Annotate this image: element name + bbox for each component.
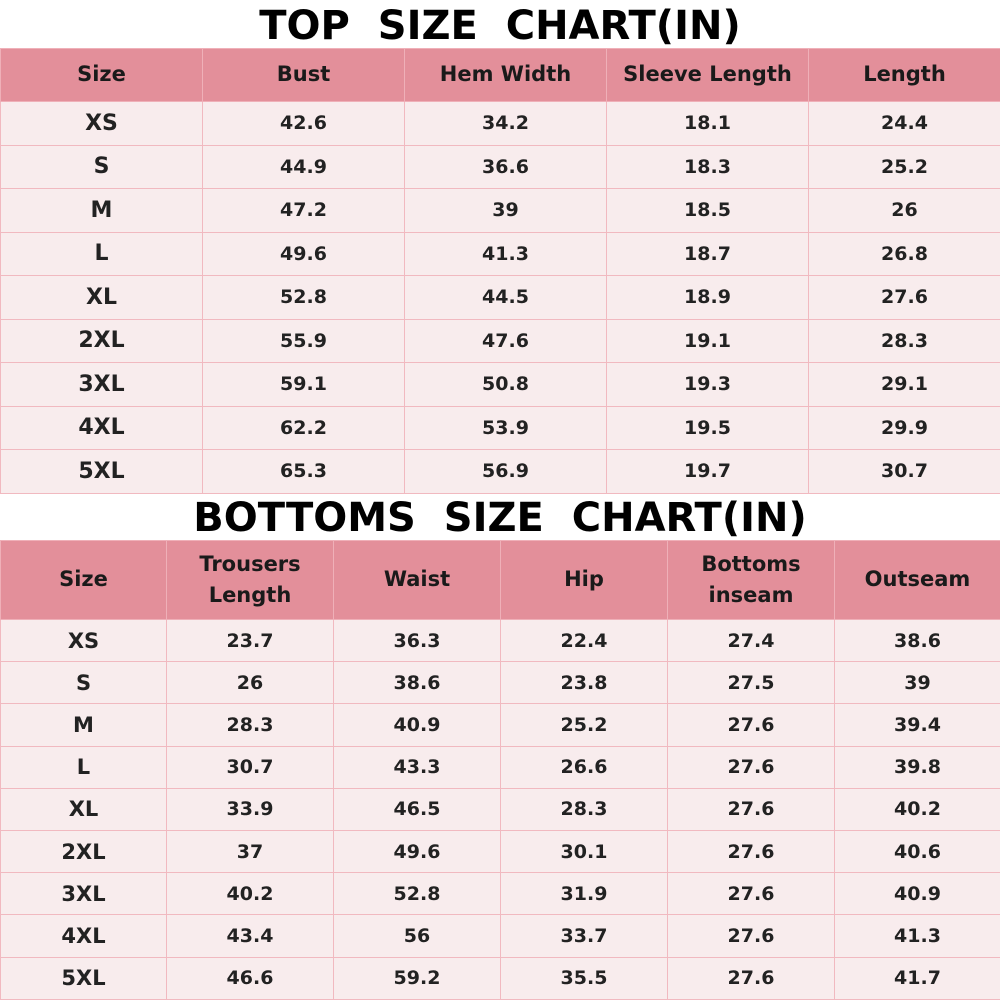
measurement-cell: 25.2: [501, 704, 668, 746]
measurement-cell: 30.7: [167, 746, 334, 788]
column-header-outseam: Outseam: [835, 541, 1000, 620]
measurement-cell: 34.2: [405, 102, 607, 146]
size-label-cell: 2XL: [1, 319, 203, 363]
table-header-row: [1, 49, 1000, 102]
top-table-body: [1, 102, 1000, 494]
column-header-bottoms-inseam: Bottoms inseam: [668, 541, 835, 620]
size-label-cell: 4XL: [1, 406, 203, 450]
measurement-cell: 19.7: [607, 450, 809, 494]
size-label-cell: XL: [1, 788, 167, 830]
column-header-hip: Hip: [501, 541, 668, 620]
measurement-cell: 18.7: [607, 232, 809, 276]
measurement-cell: 53.9: [405, 406, 607, 450]
table-row: [1, 746, 1000, 788]
measurement-cell: 39.4: [835, 704, 1000, 746]
table-row: [1, 232, 1000, 276]
size-label-cell: XS: [1, 102, 203, 146]
measurement-cell: 36.3: [334, 620, 501, 662]
size-label-cell: S: [1, 145, 203, 189]
column-header-size: Size: [1, 541, 167, 620]
measurement-cell: 27.6: [809, 276, 1000, 320]
measurement-cell: 18.1: [607, 102, 809, 146]
column-header-length: Length: [809, 49, 1000, 102]
measurement-cell: 40.6: [835, 830, 1000, 872]
table-row: [1, 406, 1000, 450]
measurement-cell: 27.6: [668, 915, 835, 957]
measurement-cell: 41.7: [835, 957, 1000, 999]
top-size-table: [0, 48, 1000, 494]
measurement-cell: 27.5: [668, 662, 835, 704]
table-row: [1, 704, 1000, 746]
table-row: [1, 830, 1000, 872]
bottoms-size-table: [0, 540, 1000, 1000]
table-row: [1, 957, 1000, 999]
measurement-cell: 65.3: [203, 450, 405, 494]
size-label-cell: XS: [1, 620, 167, 662]
measurement-cell: 23.8: [501, 662, 668, 704]
measurement-cell: 27.6: [668, 830, 835, 872]
top-size-chart-title: TOP SIZE CHART(IN): [259, 3, 741, 49]
measurement-cell: 26.6: [501, 746, 668, 788]
table-row: [1, 662, 1000, 704]
measurement-cell: 59.2: [334, 957, 501, 999]
size-label-cell: L: [1, 746, 167, 788]
size-label-cell: 5XL: [1, 957, 167, 999]
table-row: [1, 276, 1000, 320]
measurement-cell: 27.6: [668, 873, 835, 915]
measurement-cell: 23.7: [167, 620, 334, 662]
size-label-cell: M: [1, 704, 167, 746]
measurement-cell: 40.2: [835, 788, 1000, 830]
measurement-cell: 30.1: [501, 830, 668, 872]
measurement-cell: 30.7: [809, 450, 1000, 494]
measurement-cell: 28.3: [809, 319, 1000, 363]
table-row: [1, 620, 1000, 662]
measurement-cell: 56.9: [405, 450, 607, 494]
measurement-cell: 27.4: [668, 620, 835, 662]
measurement-cell: 31.9: [501, 873, 668, 915]
measurement-cell: 18.9: [607, 276, 809, 320]
measurement-cell: 26.8: [809, 232, 1000, 276]
measurement-cell: 62.2: [203, 406, 405, 450]
size-label-cell: 4XL: [1, 915, 167, 957]
measurement-cell: 55.9: [203, 319, 405, 363]
measurement-cell: 29.1: [809, 363, 1000, 407]
column-header-size: Size: [1, 49, 203, 102]
size-label-cell: M: [1, 189, 203, 233]
size-label-cell: 5XL: [1, 450, 203, 494]
size-label-cell: S: [1, 662, 167, 704]
measurement-cell: 27.6: [668, 746, 835, 788]
measurement-cell: 41.3: [835, 915, 1000, 957]
measurement-cell: 38.6: [835, 620, 1000, 662]
table-row: [1, 788, 1000, 830]
table-row: [1, 102, 1000, 146]
measurement-cell: 49.6: [203, 232, 405, 276]
table-row: [1, 873, 1000, 915]
measurement-cell: 49.6: [334, 830, 501, 872]
measurement-cell: 35.5: [501, 957, 668, 999]
measurement-cell: 52.8: [334, 873, 501, 915]
measurement-cell: 24.4: [809, 102, 1000, 146]
table-row: [1, 189, 1000, 233]
measurement-cell: 59.1: [203, 363, 405, 407]
measurement-cell: 38.6: [334, 662, 501, 704]
measurement-cell: 26: [809, 189, 1000, 233]
size-label-cell: 2XL: [1, 830, 167, 872]
measurement-cell: 39: [835, 662, 1000, 704]
column-header-bust: Bust: [203, 49, 405, 102]
measurement-cell: 41.3: [405, 232, 607, 276]
measurement-cell: 50.8: [405, 363, 607, 407]
table-row: [1, 145, 1000, 189]
measurement-cell: 26: [167, 662, 334, 704]
measurement-cell: 19.1: [607, 319, 809, 363]
measurement-cell: 19.5: [607, 406, 809, 450]
measurement-cell: 33.7: [501, 915, 668, 957]
measurement-cell: 37: [167, 830, 334, 872]
measurement-cell: 25.2: [809, 145, 1000, 189]
measurement-cell: 29.9: [809, 406, 1000, 450]
measurement-cell: 33.9: [167, 788, 334, 830]
size-label-cell: XL: [1, 276, 203, 320]
column-header-waist: Waist: [334, 541, 501, 620]
measurement-cell: 47.2: [203, 189, 405, 233]
table-row: [1, 319, 1000, 363]
column-header-hem-width: Hem Width: [405, 49, 607, 102]
measurement-cell: 40.9: [835, 873, 1000, 915]
column-header-trousers-length: Trousers Length: [167, 541, 334, 620]
measurement-cell: 46.5: [334, 788, 501, 830]
measurement-cell: 44.5: [405, 276, 607, 320]
table-row: [1, 450, 1000, 494]
measurement-cell: 18.5: [607, 189, 809, 233]
column-header-sleeve-length: Sleeve Length: [607, 49, 809, 102]
measurement-cell: 56: [334, 915, 501, 957]
size-label-cell: L: [1, 232, 203, 276]
measurement-cell: 22.4: [501, 620, 668, 662]
measurement-cell: 46.6: [167, 957, 334, 999]
size-label-cell: 3XL: [1, 873, 167, 915]
measurement-cell: 43.4: [167, 915, 334, 957]
measurement-cell: 27.6: [668, 788, 835, 830]
table-header-row: [1, 541, 1000, 620]
measurement-cell: 28.3: [501, 788, 668, 830]
size-label-cell: 3XL: [1, 363, 203, 407]
measurement-cell: 44.9: [203, 145, 405, 189]
table-row: [1, 915, 1000, 957]
measurement-cell: 40.2: [167, 873, 334, 915]
measurement-cell: 19.3: [607, 363, 809, 407]
measurement-cell: 52.8: [203, 276, 405, 320]
measurement-cell: 27.6: [668, 704, 835, 746]
measurement-cell: 43.3: [334, 746, 501, 788]
bottoms-size-chart-title: BOTTOMS SIZE CHART(IN): [193, 495, 807, 541]
bottoms-table-body: [1, 620, 1000, 1000]
measurement-cell: 47.6: [405, 319, 607, 363]
table-row: [1, 363, 1000, 407]
measurement-cell: 39.8: [835, 746, 1000, 788]
measurement-cell: 40.9: [334, 704, 501, 746]
measurement-cell: 42.6: [203, 102, 405, 146]
measurement-cell: 39: [405, 189, 607, 233]
measurement-cell: 28.3: [167, 704, 334, 746]
measurement-cell: 27.6: [668, 957, 835, 999]
measurement-cell: 18.3: [607, 145, 809, 189]
measurement-cell: 36.6: [405, 145, 607, 189]
